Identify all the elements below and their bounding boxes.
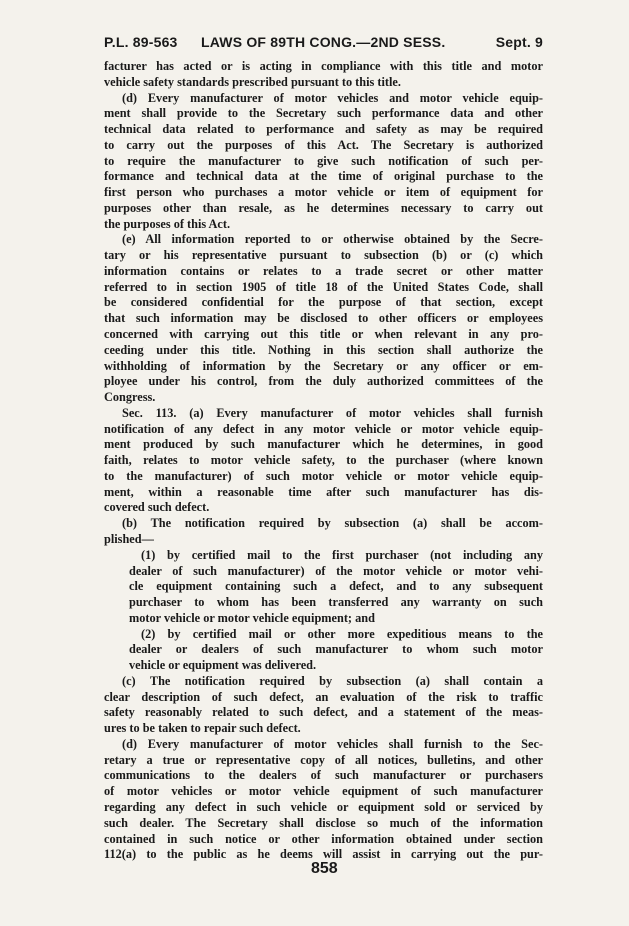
text-line: ployee under his control, from the duly authorized committees of the: [104, 374, 543, 389]
page-date: Sept. 9: [495, 34, 543, 50]
text-line: ceeding under this title. Nothing in this section shall authorize the: [104, 342, 543, 357]
text-line: regarding any defect in such vehicle or equipment sold or serviced by: [104, 799, 543, 814]
text-line: (b) The notification required by subsection (a) shall be accom-: [122, 516, 543, 531]
text-line: of motor vehicles or motor vehicle equipment of such manufacturer: [104, 784, 543, 799]
text-line: dealer of such manufacturer) of the motor vehicle or motor vehi-: [129, 563, 543, 578]
text-line: cle equipment containing such a defect, and to any subsequent: [129, 579, 543, 594]
text-line: (e) All information reported to or otherwise obtained by the Secre-: [122, 232, 543, 247]
text-line: to the manufacturer) of such motor vehicle or motor vehicle equip-: [104, 468, 543, 483]
public-law-number: P.L. 89-563: [104, 34, 178, 50]
text-line: such dealer. The Secretary shall disclose so much of the information: [104, 815, 543, 830]
text-line: notification of any defect in any motor vehicle or motor vehicle equip-: [104, 421, 543, 436]
text-line: purchaser to whom has been transferred any warranty on such: [129, 595, 543, 610]
text-line: (c) The notification required by subsection (a) shall contain a: [122, 673, 543, 688]
text-line: safety reasonably related to such defect, and a statement of the meas-: [104, 705, 543, 720]
text-line: Sec. 113. (a) Every manufacturer of motor vehicles shall furnish: [122, 405, 543, 420]
text-line: communications to the dealers of such manufacturer or purchasers: [104, 768, 543, 783]
body-text: [104, 59, 543, 863]
text-line: clear description of such defect, an evaluation of the risk to traffic: [104, 689, 543, 704]
text-line: (2) by certified mail or other more expeditious means to the: [141, 626, 543, 641]
text-line: vehicle safety standards prescribed pursuant to this title.: [104, 74, 401, 89]
text-line: (d) Every manufacturer of motor vehicles and motor vehicle equip-: [122, 90, 543, 105]
text-line: covered such defect.: [104, 500, 210, 515]
text-line: be considered confidential for the purpose of that section, except: [104, 295, 543, 310]
text-line: purposes other than resale, as he determines necessary to carry out: [104, 200, 543, 215]
text-line: the purposes of this Act.: [104, 216, 231, 231]
text-line: ment, within a reasonable time after such manufacturer has dis-: [104, 484, 543, 499]
text-line: faith, relates to motor vehicle safety, to the purchaser (where known: [104, 453, 543, 468]
text-line: facturer has acted or is acting in compliance with this title and motor: [104, 59, 543, 73]
text-line: plished—: [104, 531, 154, 546]
text-line: technical data related to performance and safety as may be required: [104, 122, 543, 137]
text-line: Congress.: [104, 390, 156, 405]
text-line: retary a true or representative copy of all notices, bulletins, and other: [104, 752, 543, 767]
text-line: to require the manufacturer to give such notification of such per-: [104, 153, 543, 168]
text-line: (1) by certified mail to the first purchaser (not including any: [141, 547, 543, 562]
text-line: ures to be taken to repair such defect.: [104, 721, 301, 736]
text-line: first person who purchases a motor vehicle or item of equipment for: [104, 185, 543, 200]
text-line: that such information may be disclosed to other officers or employees: [104, 311, 543, 326]
text-line: referred to in section 1905 of title 18 of the United States Code, shall: [104, 279, 543, 294]
text-line: withholding of information by the Secretary or any officer or em-: [104, 358, 543, 373]
text-line: motor vehicle or motor vehicle equipment; and: [129, 610, 375, 625]
text-line: tary or his representative pursuant to subsection (b) or (c) which: [104, 248, 543, 263]
text-line: concerned with carrying out this title or when relevant in any pro-: [104, 327, 543, 342]
text-line: to carry out the purposes of this Act. The Secretary is authorized: [104, 137, 543, 152]
page-number: 858: [311, 860, 338, 877]
text-line: (d) Every manufacturer of motor vehicles shall furnish to the Sec-: [122, 736, 543, 751]
text-line: vehicle or equipment was delivered.: [129, 658, 317, 673]
running-title: LAWS OF 89TH CONG.—2ND SESS.: [201, 34, 446, 50]
text-line: information contains or relates to a trade secret or other matter: [104, 263, 543, 278]
text-line: 112(a) to the public as he deems will assist in carrying out the pur-: [104, 847, 543, 862]
text-line: dealer or dealers of such manufacturer to whom such motor: [129, 642, 543, 657]
text-line: ment produced by such manufacturer which he determines, in good: [104, 437, 543, 452]
text-line: ment shall provide to the Secretary such performance data and other: [104, 106, 543, 121]
text-line: formance and technical data at the time of original purchase to the: [104, 169, 543, 184]
text-line: contained in such notice or other information obtained under section: [104, 831, 543, 846]
